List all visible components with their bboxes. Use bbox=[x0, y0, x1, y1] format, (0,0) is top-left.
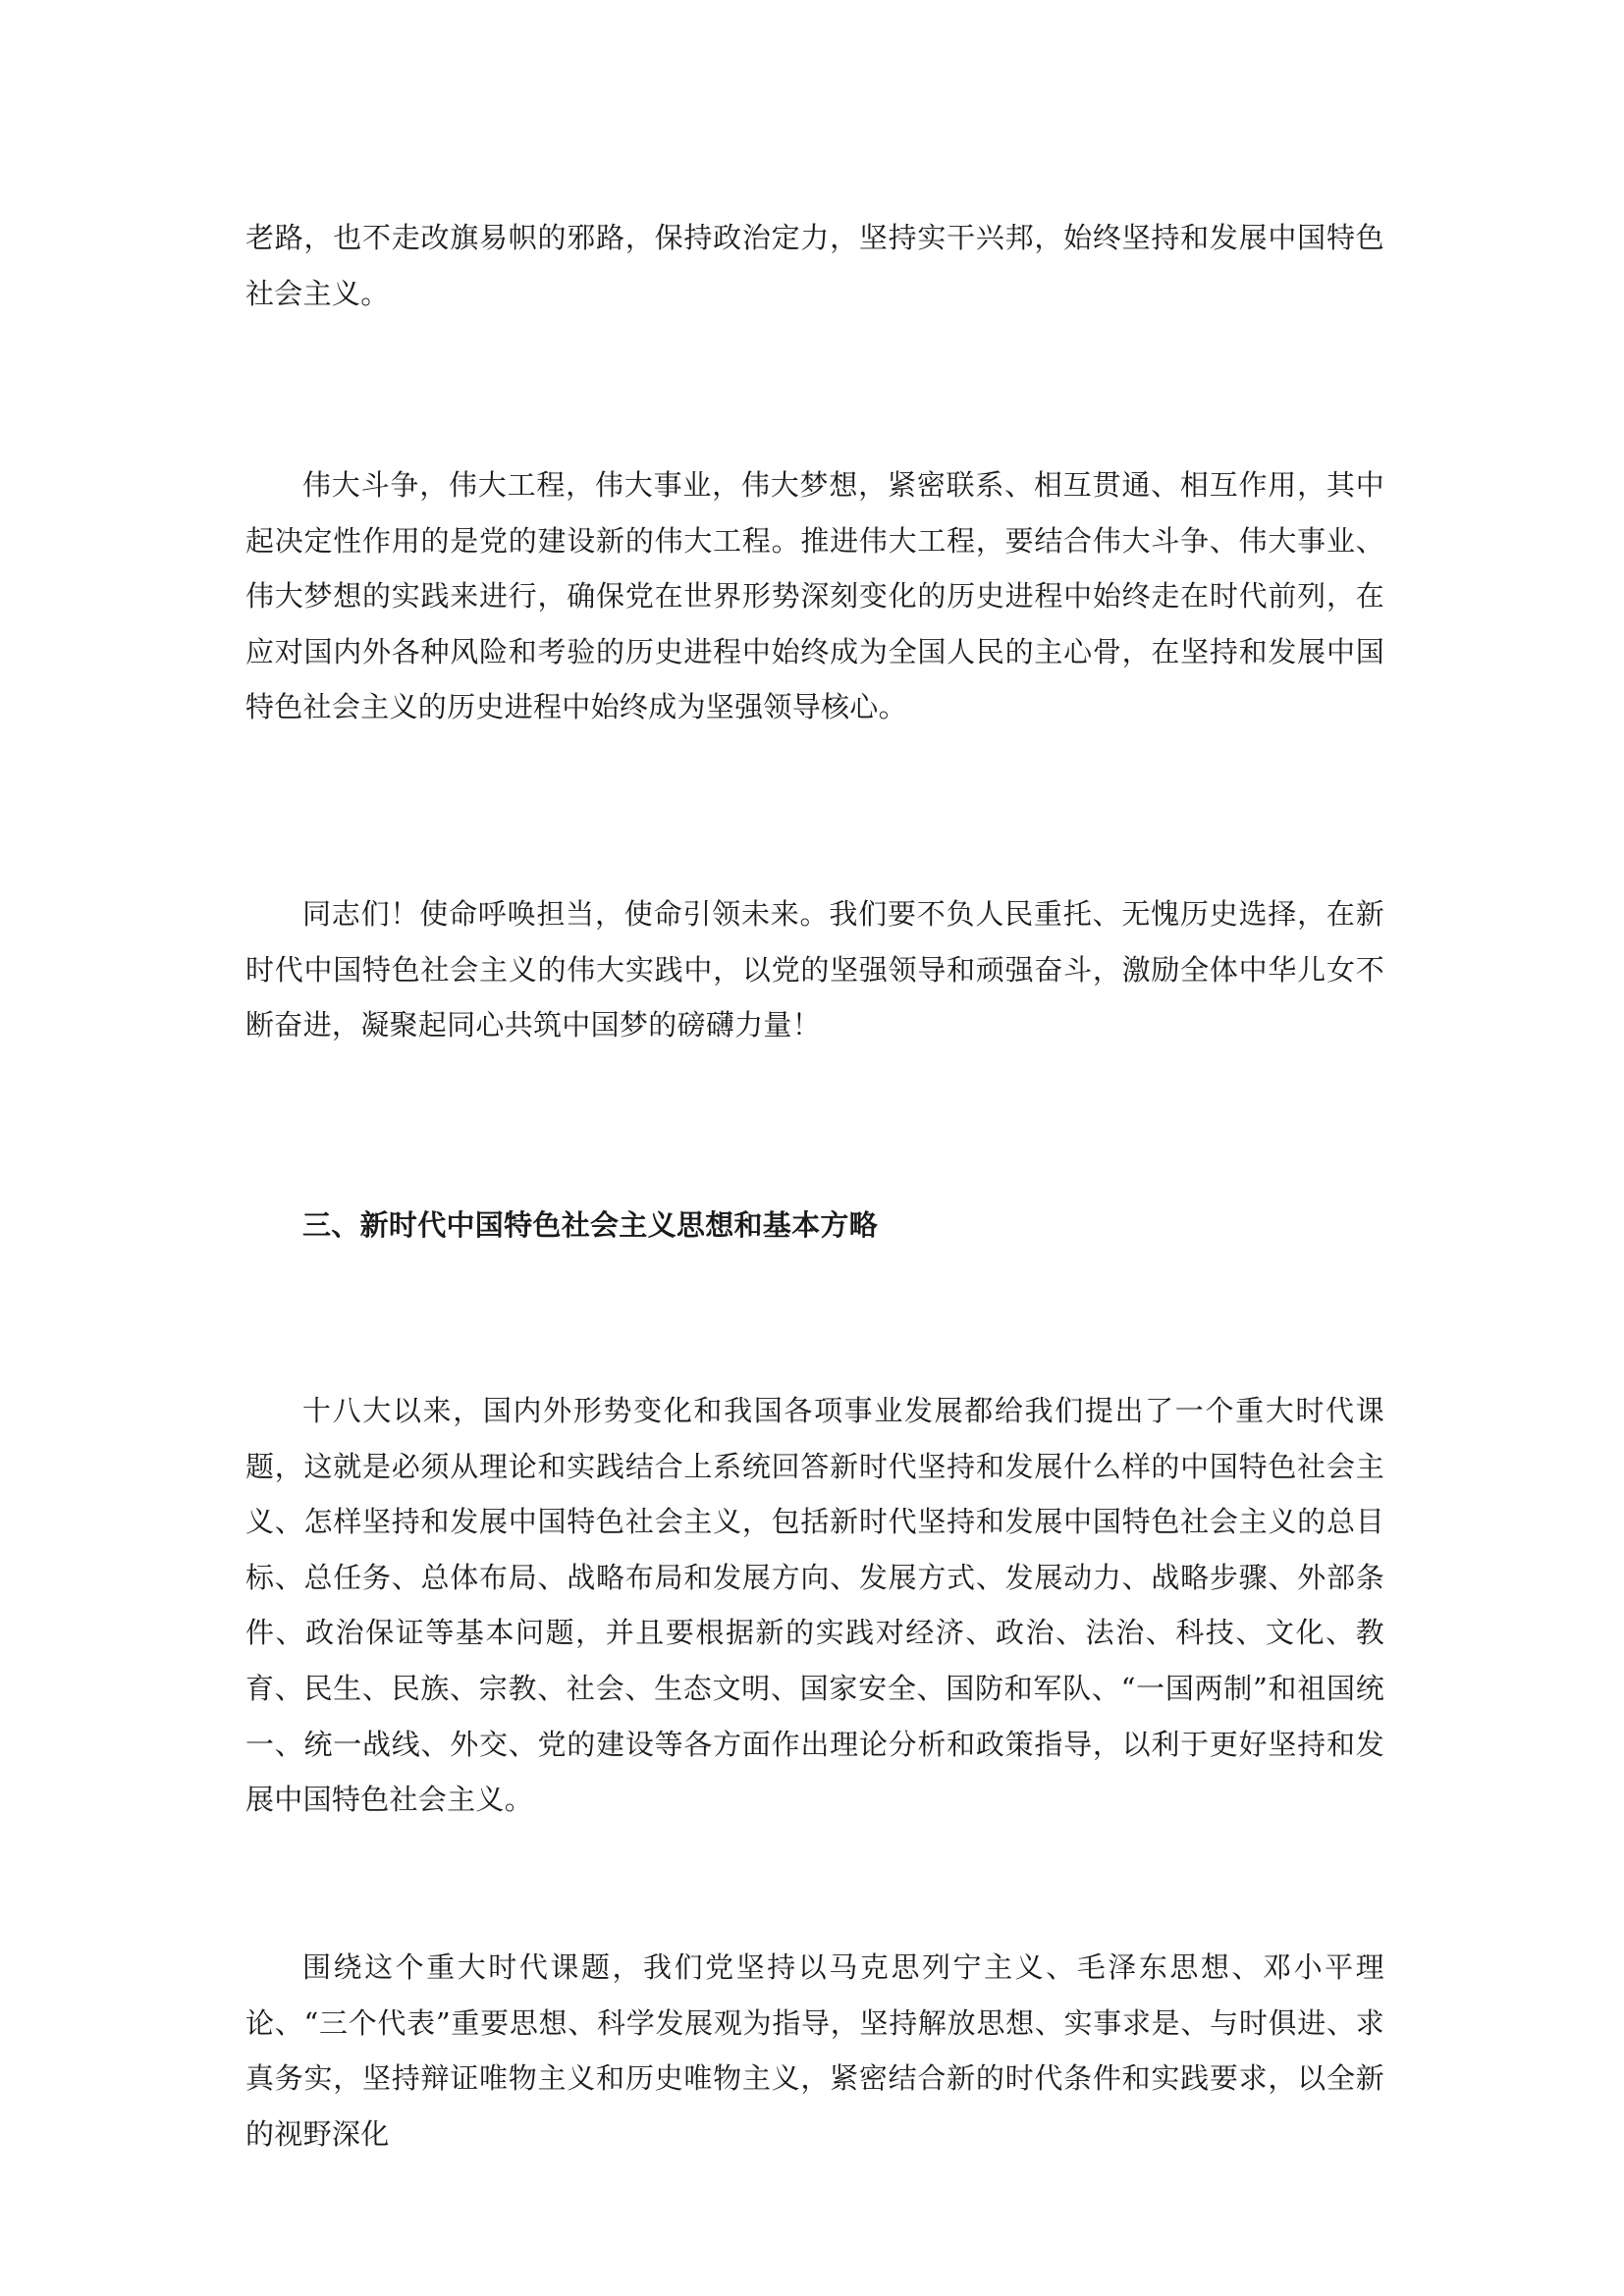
paragraph-since-18th-congress: 十八大以来，国内外形势变化和我国各项事业发展都给我们提出了一个重大时代课题，这就是必须从理论和实践结合上系统回答新时代坚持和发展什么样的中国特色社会主义、怎样坚持和发展中国特色社会主义，包括新时代坚持和发展中国特色社会主义的总目标、总任务、总体布局、战略布局和发展方向、发展方式、发展动力、战略步骤、外部条件、政治保证等基本问题，并且要根据新的实践对经济、政治、法治、科技、文化、教育、民生、民族、宗教、社会、生态文明、国家安全、国防和军队、“一国两制”和祖国统一、统一战线、外交、党的建设等各方面作出理论分析和政策指导，以利于更好坚持和发展中国特色社会主义。 bbox=[245, 1394, 1384, 1817]
paragraph-major-topic: 围绕这个重大时代课题，我们党坚持以马克思列宁主义、毛泽东思想、邓小平理论、“三个代表”重要思想、科学发展观为指导，坚持解放思想、实事求是、与时俱进、求真务实，坚持辩证唯物主义和历史唯物主义，紧密结合新的时代条件和实践要求，以全新的视野深化 bbox=[245, 1950, 1384, 2151]
paragraph-great-project: 伟大斗争，伟大工程，伟大事业，伟大梦想，紧密联系、相互贯通、相互作用，其中起决定性作用的是党的建设新的伟大工程。推进伟大工程，要结合伟大斗争、伟大事业、伟大梦想的实践来进行，确保党在世界形势深刻变化的历史进程中始终走在时代前列，在应对国内外各种风险和考验的历史进程中始终成为全国人民的主心骨，在坚持和发展中国特色社会主义的历史进程中始终成为坚强领导核心。 bbox=[245, 468, 1384, 724]
paragraph-continuation: 老路，也不走改旗易帜的邪路，保持政治定力，坚持实干兴邦，始终坚持和发展中国特色社会主义。 bbox=[245, 221, 1384, 310]
paragraph-comrades: 同志们！使命呼唤担当，使命引领未来。我们要不负人民重托、无愧历史选择，在新时代中国特色社会主义的伟大实践中，以党的坚强领导和顽强奋斗，激励全体中华儿女不断奋进，凝聚起同心共筑中国梦的磅礴力量！ bbox=[245, 897, 1384, 1042]
section-heading: 三、新时代中国特色社会主义思想和基本方略 bbox=[302, 1208, 879, 1242]
